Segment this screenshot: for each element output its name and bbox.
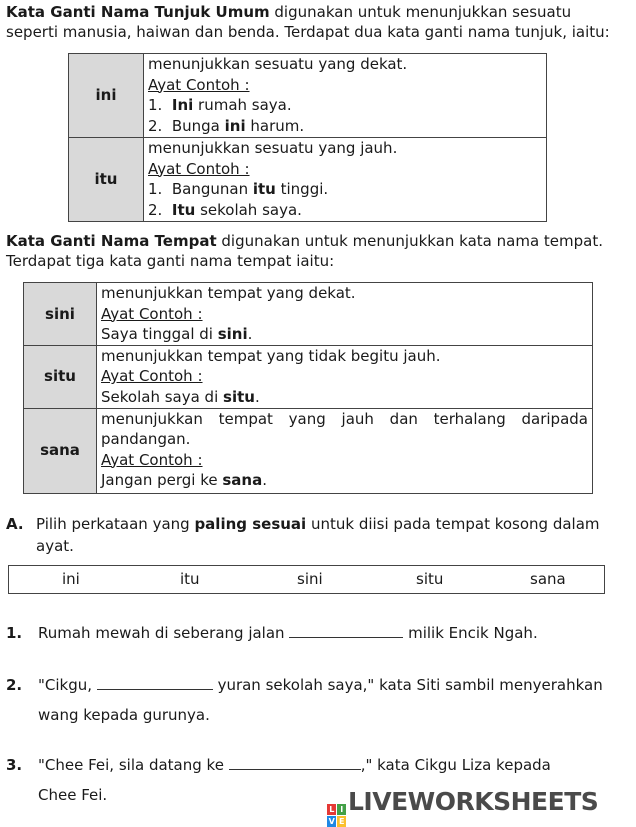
answer-blank-3[interactable] (229, 755, 361, 770)
row-word: itu (69, 138, 144, 222)
section2-text-2: Terdapat tiga kata ganti nama tempat iaitu: (6, 252, 335, 270)
meaning-text: menunjukkan sesuatu yang dekat. (148, 55, 408, 73)
intro-text-1: digunakan untuk menunjukkan sesuatu (269, 3, 572, 21)
word-situ: situ (416, 570, 444, 588)
example-2: 2. Itu sekolah saya. (148, 200, 302, 219)
example-1: 1. Bangunan itu tinggi. (148, 180, 329, 198)
table-row (24, 408, 593, 493)
meaning-text-2: pandangan. (101, 430, 191, 448)
row-word: situ (24, 345, 97, 408)
row-word: sana (24, 408, 97, 493)
example-2: 2. Bunga ini harum. (148, 116, 305, 135)
meaning-text: menunjukkan sesuatu yang jauh. (148, 139, 398, 157)
word-sini: sini (297, 570, 323, 588)
tempat-table (23, 282, 593, 494)
table-row (24, 345, 593, 408)
exercise-instruction: A. Pilih perkataan yang paling sesuai untuk diisi pada tempat kosong dalam ayat. (6, 515, 600, 555)
table-row (69, 54, 547, 138)
row-content (144, 54, 547, 138)
meaning-text: menunjukkan tempat yang jauh dan terhalang daripada (101, 409, 588, 428)
meaning-text: menunjukkan tempat yang dekat. (101, 284, 356, 302)
question-line-2: Chee Fei. (38, 786, 108, 804)
question-number: 3. (6, 756, 23, 774)
exercise-label: A. (6, 515, 24, 533)
instruction-bold: paling sesuai (194, 515, 307, 533)
section2-text-1: digunakan untuk menunjukkan kata nama tempat. (216, 232, 603, 250)
answer-blank-2[interactable] (97, 675, 213, 690)
tunjuk-table (68, 53, 547, 222)
example: Saya tinggal di sini. (101, 325, 253, 343)
word-ini: ini (62, 570, 80, 588)
example: Sekolah saya di situ. (101, 387, 260, 406)
row-content (97, 283, 593, 346)
contoh-label: Ayat Contoh : (101, 304, 203, 323)
word-itu: itu (180, 570, 200, 588)
intro-paragraph (6, 2, 622, 42)
intro-title: Kata Ganti Nama Tunjuk Umum (6, 3, 270, 21)
section2-paragraph (6, 231, 622, 271)
word-bank (8, 565, 605, 594)
intro-text-2: seperti manusia, haiwan dan benda. Terdapat dua kata ganti nama tunjuk, iaitu: (6, 23, 610, 41)
logo-text: LIVEWORKSHEETS (348, 787, 599, 816)
row-word: ini (69, 54, 144, 138)
example-1: 1. Ini rumah saya. (148, 96, 292, 114)
example: Jangan pergi ke sana. (101, 471, 268, 489)
table-row (24, 283, 593, 346)
question-number: 1. (6, 624, 23, 642)
row-content (144, 138, 547, 222)
meaning-text: menunjukkan tempat yang tidak begitu jauh. (101, 346, 441, 365)
contoh-label: Ayat Contoh : (101, 450, 203, 469)
row-content (97, 408, 593, 493)
liveworksheets-logo (327, 787, 598, 827)
question-line-2: wang kepada gurunya. (38, 706, 210, 724)
contoh-label: Ayat Contoh : (101, 367, 203, 385)
question-number: 2. (6, 676, 23, 694)
contoh-label: Ayat Contoh : (148, 159, 250, 178)
row-word: sini (24, 283, 97, 346)
table-row (69, 138, 547, 222)
answer-blank-1[interactable] (289, 623, 403, 638)
logo-mark-icon: L I V E (327, 804, 346, 827)
row-content (97, 345, 593, 408)
word-sana: sana (530, 570, 566, 588)
section2-title: Kata Ganti Nama Tempat (6, 232, 217, 250)
contoh-label: Ayat Contoh : (148, 75, 250, 94)
